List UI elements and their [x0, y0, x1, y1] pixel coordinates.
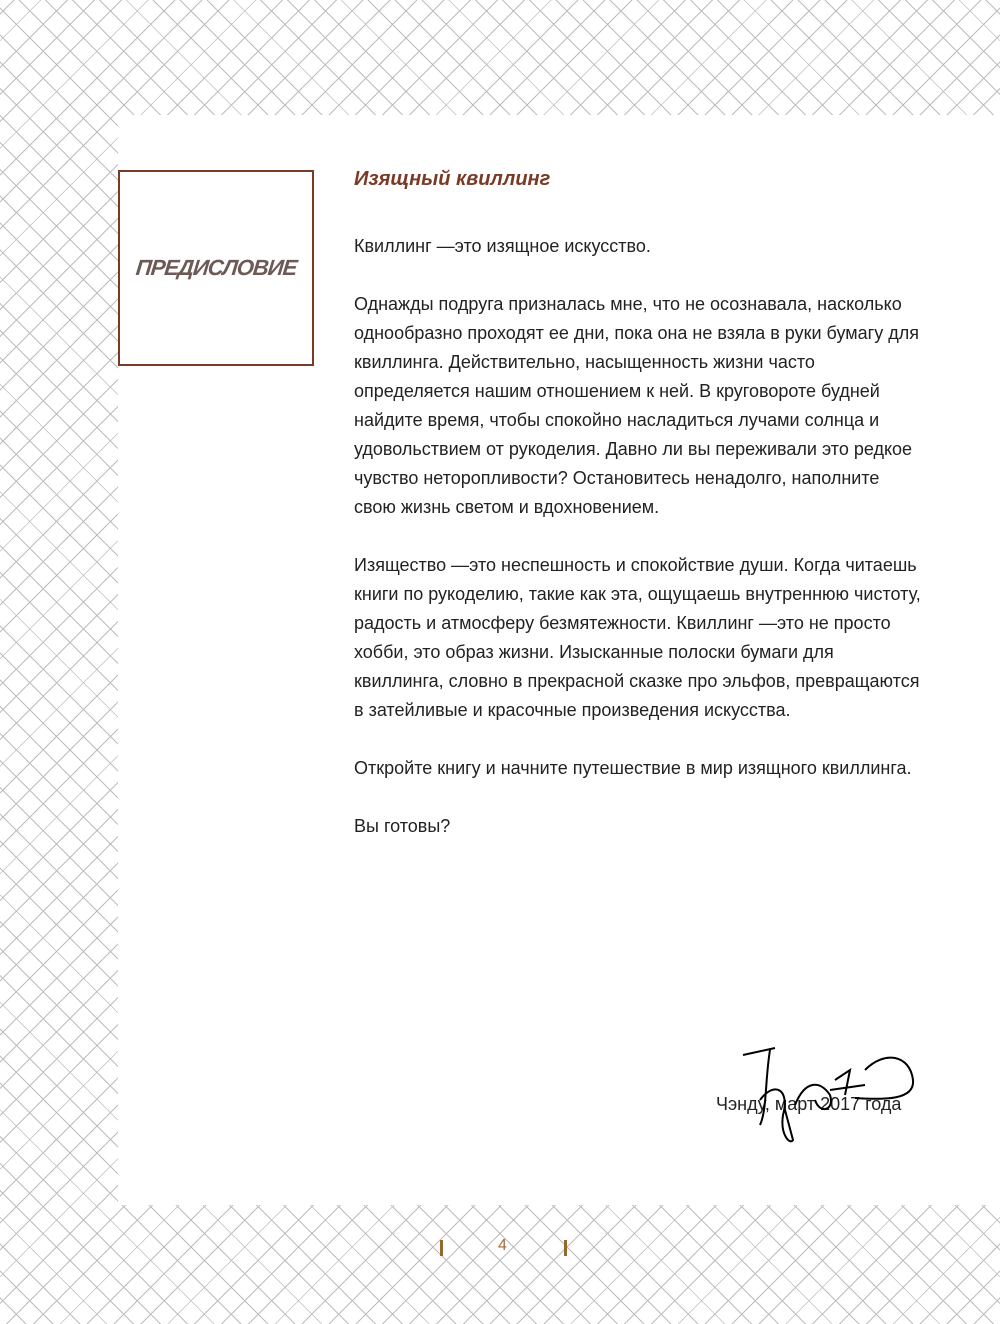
chapter-title: Изящный квиллинг	[354, 168, 551, 190]
signature-line: Чэнду, март 2017 года	[716, 1094, 902, 1114]
section-label: ПРЕДИСЛОВИЕ	[134, 255, 298, 280]
body-text	[354, 232, 924, 870]
page-number-left-bar	[440, 1240, 443, 1256]
paragraph: Откройте книгу и начните путешествие в мир изящного квиллинга.	[354, 758, 912, 778]
paragraph: Квиллинг —это изящное искусство.	[354, 236, 651, 256]
section-label-box	[118, 170, 314, 366]
paragraph: Изящество —это неспешность и спокойствие души. Когда читаешь книги по рукоделию, такие как эта, ощущаешь внутреннюю чистоту, радость и атмосферу безмятежности. Квиллинг —это не просто хобби, это образ жизни. Изысканные полоски бумаги для квиллинга, словно в прекрасной сказке про эльфов, превращаются в затейливые и красочные произведения искусства.	[354, 555, 921, 720]
page-number-right-bar	[564, 1240, 567, 1256]
paragraph: Однажды подруга призналась мне, что не осознавала, насколько однообразно проходят ее дни, пока она не взяла в руки бумагу для квиллинга. Действительно, насыщенность жизни часто определяется нашим отношением к ней. В круговороте будней найдите время, чтобы спокойно насладиться лучами солнца и удовольствием от рукоделия. Давно ли вы переживали это редкое чувство неторопливости? Остановитесь ненадолго, наполните свою жизнь светом и вдохновением.	[354, 294, 919, 517]
page-number: 4	[498, 1237, 507, 1254]
paragraph: Вы готовы?	[354, 816, 451, 836]
handwritten-signature	[735, 1040, 920, 1150]
